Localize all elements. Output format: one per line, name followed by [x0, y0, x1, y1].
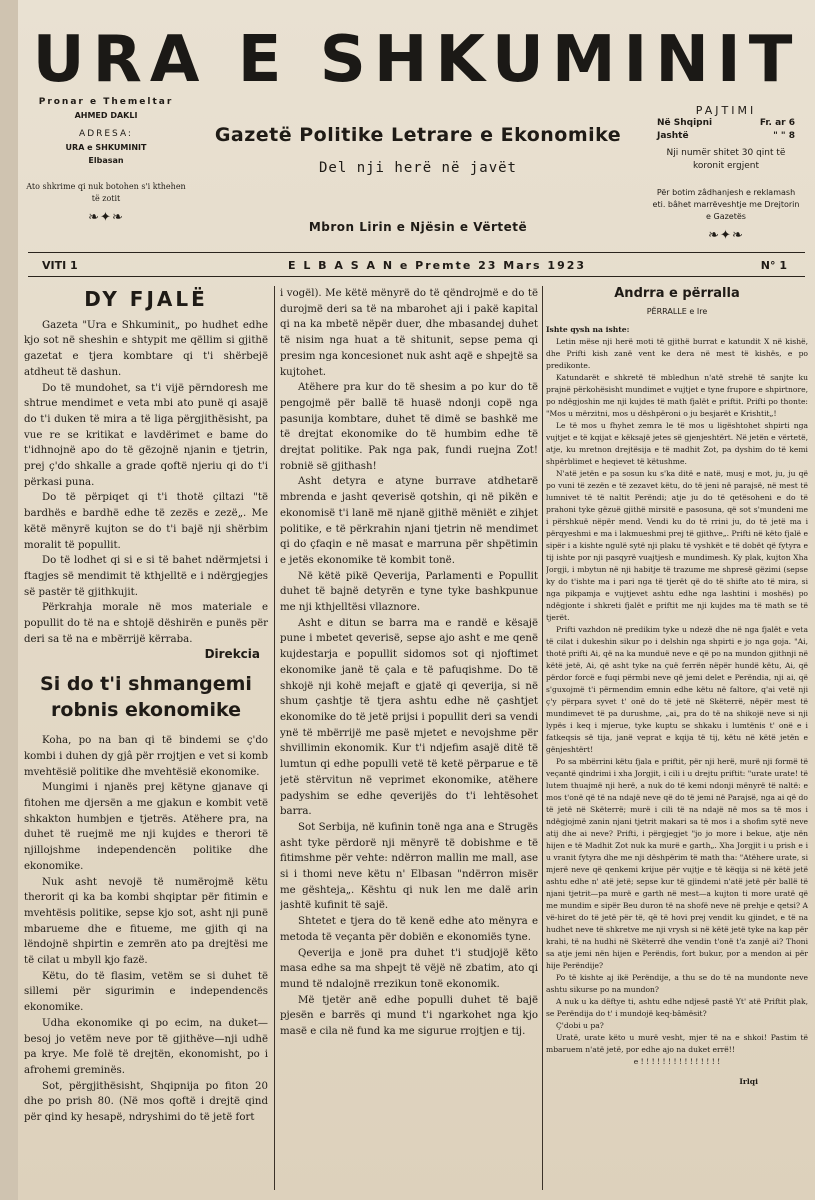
bottom-rule — [28, 276, 805, 277]
paragraph: Në këtë pikë Qeverija, Parlamenti e Popullit duhet të bajnë detyrën e tyne tyke bashkpunue me nji kthjelltësi vllaznore. — [280, 570, 538, 614]
paragraph: Do të mundohet, sa t'i vijë përndoresh me shtrue mendimet e veta mbi ato punë qi asajë do t'i duken të mira a të liga përgjithësisht, pa vue re se kritikat e lavdërimet e bame do t'idhnojnë apo do të gëzojnë njanin e tjetrin, prej ç'do shkalle a grade qoftë njeriu qi do t'i përkasi puna. — [24, 382, 268, 488]
subtitle: Gazetë Politike Letrare e Ekonomike — [214, 124, 622, 146]
paragraph: Sot Serbija, në kufinin tonë nga ana e Strugës asht tyke përdorë nji mënyrë të dobishme e të fitimshme për vehte: ndërron mallin me mall, ase si i thomi neve këtu n' Elbasan "ndërron misër me gështeja„. Kështu qi nuk len me dalë arin jashtë kufinit të sajë. — [280, 821, 538, 912]
sub-row-label: Jashtë — [657, 131, 689, 141]
subscription-block — [651, 104, 801, 242]
column-divider — [274, 286, 275, 1190]
column-3 — [546, 286, 808, 1190]
ornament-left-icon: ❧✦❧ — [88, 210, 124, 225]
paragraph: Mungimi i njanës prej këtyne gjanave qi fitohen me djersën a me gjakun e kombit vetë shkakton humbjen e tjetrës. Atëhere pra, na duhet të ruejmë me nji kujdes e therori të njillojshme independencën politike dhe ekonomike. — [24, 782, 268, 872]
paragraph: Le të mos u fhyhet zemra le të mos u ligështohet shpirti nga vujtjet e të kqijat e këksajë jetes së gjenjeshtërt. Në jetën e vërtetë, atje, ku mretnon drejtësija e të madhit Zot, pa dyshim do të kemi shpërblimet e heqievet të këtushme. — [546, 421, 808, 466]
motto: Mbron Lirin e Njësin e Vërtetë — [308, 220, 528, 234]
sub-row-value: Fr. ar 6 — [759, 118, 795, 128]
exclamations: e ! ! ! ! ! ! ! ! ! ! ! ! ! ! ! — [633, 1057, 721, 1066]
subtitle-block — [178, 124, 658, 234]
owner-label: Pronar e Themeltar — [38, 97, 174, 107]
paragraph: Prifti vazhdon në predikim tyke u ndezë dhe në nga fjalët e veta të cilat i dukeshin sikur po i delshin nga shpirti e jo nga goja. "Ai, thotë prifti Ai, që na ka munduë neve e që po na mundon gjithnji në këtë jetë, Ai, që asht tyke na çuë ferrën nëpër hundë këtu, Ai, që përdor forcë e fuqi përmbi neve që jemi delet e Perëndia, nji ai, që s'guxojmë t'i përmendim emnin edhe këtu në faltore, q'ai vetë nji ç'y përpara syvet t' onë do të jetë në Skëterrë, nëpër mest të mundimevet të pa durushme, „ai„ pra do të na shikojë neve si nji lypës i keq i mjerue, tyke kuptu se shkaku i lumtënis t' onë e i fatkeqsis së tija, janë veprat e kqija të tij, këtu në këtë jetën e gënjeshtërt! — [546, 625, 808, 754]
paragraph: Shtetet e tjera do të kenë edhe ato mënyra e metoda të veçanta për dobiën e ekonomiës tyne. — [280, 916, 538, 943]
paragraph: Këtu, do të flasim, vetëm se si duhet të sillemi për sigurimin e independencës ekonomike. — [24, 970, 268, 1014]
article-heading: Si do t'i shmangemi robnis ekonomike — [40, 673, 252, 722]
left-note: Ato shkrime qi nuk botohen s'i kthehen të zotit — [26, 182, 186, 203]
paragraph: Më tjetër anë edhe populli duhet të bajë pjesën e barrës qi mund t'i ngarkohet nga kjo masë e cila në fund ka me sigurue rrojtjen e tij. — [280, 994, 538, 1038]
paragraph: Po sa mbërrini këtu fjala e priftit, për nji herë, murë nji formë të veçantë qindrimi i xha Jorgjit, i cili i u drejtu priftit: "urate urate! të lutem thuajmë nji herë, a nuk do të kemi ndonji mënyrë të naltë: e mos t'onë që të na ndajë neve që do të jemi në Parajsë, nga ai që do të jetë në Skëterrë; murë i cili të na ndajë në mos sa të mos i ndëgjojmë zanin njani tjetrit makari sa të mos i a shofim sytë neve atij dhe ai neve? Prifti, i përgjegjet "jo jo more i bekue, atje nën hijen e të Madhit Zot nuk ka murë e garth„. Xha Jorgjit i u prish e i u vranit fytyra dhe me nji dëshpërim të math tha: "Atëhere urate, si mjerë neve që qenkemi krijue për vujtje e të këqija si në këtë jetë ashtu edhe n' atë jetë; sepse kur të gjindemi n'atë jetë për ballë të njani tjetrit—pa murë e garth në mest—a kujton ti more uratë që me mundim e sipër Beu duron të na shofë neve në prehje e qetsi? A vë-hiret do të jetë për të, që të hovi prej vendit ku gjindet, e të na hudhet neve të shkretve me nji vrysh si në këtë jetë tyke na kap për krahi, të na hudhi në Skëterrë dhe vendin t'onë t'a zanjë ai? Thoni sa atje jemi nën hijen e Perëndis, fort bukur, por a mendon ai për hije Perëndije? — [546, 757, 808, 970]
paragraph: Do të lodhet qi si e si të bahet ndërmjetsi i ftagjes së mendimit të kthjelltë e i ndërgjegjes së pastër të gjithkujit. — [24, 555, 268, 598]
owner-block — [26, 96, 186, 224]
frequency: Del nji herë në javët — [318, 160, 517, 176]
paragraph: N'atë jetën e pa sosun ku s'ka ditë e natë, musj e mot, ju, ju që po vuni të zezën e të zezavet këtu, do të jeni në parajsë, në mest të lumnivet të të naltit Perëndi; atje ju do të qetësoheni e do të prahoni tyke gëzuë gjithë mirsitë e pasosuna, që sot s'mundeni me i përshkuë nëpër mend. Vendi ku do të rrini ju, do të jetë ma i përqyeshmi e ma i lakmueshmi prej të gjithve„. Prifti në këto fjalë e sipër i a kishte ngulë sytë nji plaku të vyshkët e të dobët që fytyra e tij ishte por nji pasqyrë vuajtjesh e mundimesh. Ky plak, kujton Xha Jorgji, i mbytun në nji habitje të trazume me shpresë gëzimi (sepse ky do t'ishte ma i pari nga të tjerët që do të shifte ato të mira, si nga pikpamja e vujtjevet ashtu edhe nga lashtini i moshës) po ndëgjonte i shkreti fjalët e priftit me nji kujdes ma të math se të tjerët. — [546, 469, 808, 622]
subscription-label: PAJTIMI — [695, 104, 757, 117]
paragraph: Asht detyra e atyne burrave atdhetarë mbrenda e jasht qeverisë qotshin, qi në pikën e ekonomisë t'i lanë më njanë gjithë mëniët e zihjet politike, e të përkrahin njani tjetrin në mendimet qi do çfaqin e në masat e marruna për shpëtimin e jetës ekonomike të kombit tonë. — [280, 476, 538, 566]
paragraph: Do të përpiqet qi t'i thotë çiltazi "të bardhës e bardhë edhe të zezës e zezë„. Me këtë mënyrë kujton se do t'i bajë nji shërbim moralit të popullit. — [24, 492, 268, 551]
paragraph: Ç'dobi u pa? — [556, 1021, 604, 1030]
signature: Irlqi — [739, 1077, 758, 1086]
paragraph: Atëhere pra kur do të shesim a po kur do të pengojmë për ballë të huasë ndonji copë nga pasunija kombtare, duhet të dimë se bashkë me të drejtat ekonomike do të humbim edhe të drejtat politike. Pak nga pak, fundi ruejna Zot! robnië së gjithash! — [280, 382, 538, 472]
paragraph: Katundarët e shkretë të mbledhun n'atë strehë të sanjte ku prajnë përkohësisht mundimet e vujtjet e tyne frupore e shpirtnore, po ndëgjoshin me nji kujdes të math fjalët e priftit. Prifti po thonte: "Mos u mërzitni, mos u dëshpëroni o ju besjarët e Krishtit„! — [546, 373, 808, 418]
article-heading: Andrra e përralla — [614, 286, 740, 301]
place-date: E L B A S A N e Premte 23 Mars 1923 — [288, 259, 587, 272]
top-rule — [28, 252, 805, 253]
sub-row-value: " " 8 — [773, 131, 795, 141]
paragraph: Ishte qysh na ishte: — [546, 325, 630, 334]
year: VITI 1 — [42, 259, 78, 272]
sub-row — [651, 130, 801, 143]
paragraph: Letin mëse nji herë moti të gjithë burrat e katundit X në kishë, dhe Prifti kish zanë vent ke dera në mest të kishës, e po predikonte. — [546, 337, 808, 370]
masthead-title: URA E SHKUMINIT — [32, 23, 801, 97]
paragraph: Udha ekonomike qi po ecim, na duket—besoj jo vetëm neve por të gjithëve—nji udhë pa krye. Me folë të drejtën, ekonomisht, po i afrohemi greminës. — [24, 1017, 268, 1076]
paragraph: Qeverija e jonë pra duhet t'i studjojë këto masa edhe sa ma shpejt të vëjë në zbatim, ato qi mund të ndalojnë rrezikun tonë ekonomik. — [280, 947, 538, 990]
column-1 — [24, 286, 268, 1190]
paragraph: Përkrahja morale në mos materiale e popullit do të na e shtojë dëshirën e punës për deri sa të na e mbërrijë kërraba. — [24, 602, 268, 645]
newspaper-page — [18, 0, 815, 1200]
paragraph: Po të kishte aj ikë Perëndije, a thu se do të na mundonte neve ashtu sikurse po na mundon? — [546, 973, 808, 994]
paragraph: Gazeta "Ura e Shkuminit„ po hudhet edhe kjo sot në sheshin e shtypit me qëllim si gjithë gazetat e tjera kombtare qi t'i shërbejë atdheut të dashun. — [24, 319, 268, 378]
single-copy-price: Nji numër shitet 30 qint të koronit ergjent — [666, 148, 786, 171]
address-city: Elbasan — [88, 156, 124, 165]
paragraph: Uratë, urate këto u murë vesht, mjer të na e shkoi! Pastim të mbaruem n'atë jetë, por edhe ajo na duket errë!! — [546, 1033, 808, 1054]
paragraph: Nuk asht nevojë të numërojmë këtu therorit qi ka ba kombi shqiptar për fitimin e mvehtësis politike, sepse kjo sot, asht nji punë mbarueme dhe e fitueme, me gjith qi na lëndojnë shpirtin e zemrën ato pa drejtësi me të cilat u mbyll kjo fazë. — [24, 876, 268, 967]
issue-number: N° 1 — [760, 259, 787, 272]
paragraph: Koha, po na ban qi të bindemi se ç'do kombi i duhen dy gjâ për rrojtjen e vet si komb mvehtësië politike dhe mvehtësië ekonomike. — [24, 735, 268, 778]
article-heading: DY FJALË — [84, 287, 208, 311]
paragraph: Sot, përgjithësisht, Shqipnija po fiton 20 dhe po prish 80. (Në mos qoftë i drejtë qind për qind ky hesapë, ndryshimi do të jetë fort — [24, 1080, 268, 1124]
column-divider — [542, 286, 543, 1190]
sub-row — [651, 117, 801, 130]
address-name: URA e SHKUMINIT — [65, 143, 147, 152]
article-subheading: PËRRALLE e Ire — [646, 307, 708, 316]
address-label: ADRESA: — [79, 129, 133, 139]
owner-name: AHMED DAKLI — [74, 111, 138, 120]
paragraph: A nuk u ka dëftye ti, ashtu edhe ndjesë pastë Yt' atë Priftit plak, se Perëndija do t' i mundojë keq-bâmësit? — [546, 997, 808, 1018]
signature: Direkcia — [204, 647, 260, 662]
column-2 — [280, 286, 538, 1190]
paragraph: i vogël). Me këtë mënyrë do të qëndrojmë e do të durojmë deri sa të na mbarohet aji i pakë kapital qi na ka mbetë nëpër duer, dhe mbasandej duhet të nisim nga huat a të shitunit, sepse pema qi presim nga koncesionet nuk asht aqë e shpejtë sa kujtohet. — [280, 288, 538, 378]
right-note: Për botim zâdhanjesh e reklamash eti. bâhet marrëveshtje me Drejtorin e Gazetës — [652, 188, 800, 221]
ornament-right-icon: ❧✦❧ — [708, 228, 744, 243]
paragraph: Asht e ditun se barra ma e randë e kësajë pune i mbetet qeverisë, sepse ajo asht e me qenë kujdestarja e popullit sidomos sot qi njoftimet ekonomike janë të çala e të pafuqishme. Do të shkojë nji kohë mejaft e gjatë qi qeverija, si në shum çashtje të tjera ashtu edhe në çashtjet ekonomike do të jetë prijsi i popullit deri sa vendi ynë të mbërrijë me pasë mjetet e nevojshme për shvillimin ekonomik. Kur t'i ndjefim asajë ditë të lumtun qi edhe populli vetë të ketë përparue e të jetë stërvitun në veprimet ekonomike, atëhere padyshim se edhe qeverijës do t'i lehtësohet barra. — [280, 617, 538, 818]
sub-row-label: Në Shqipni — [657, 118, 713, 128]
